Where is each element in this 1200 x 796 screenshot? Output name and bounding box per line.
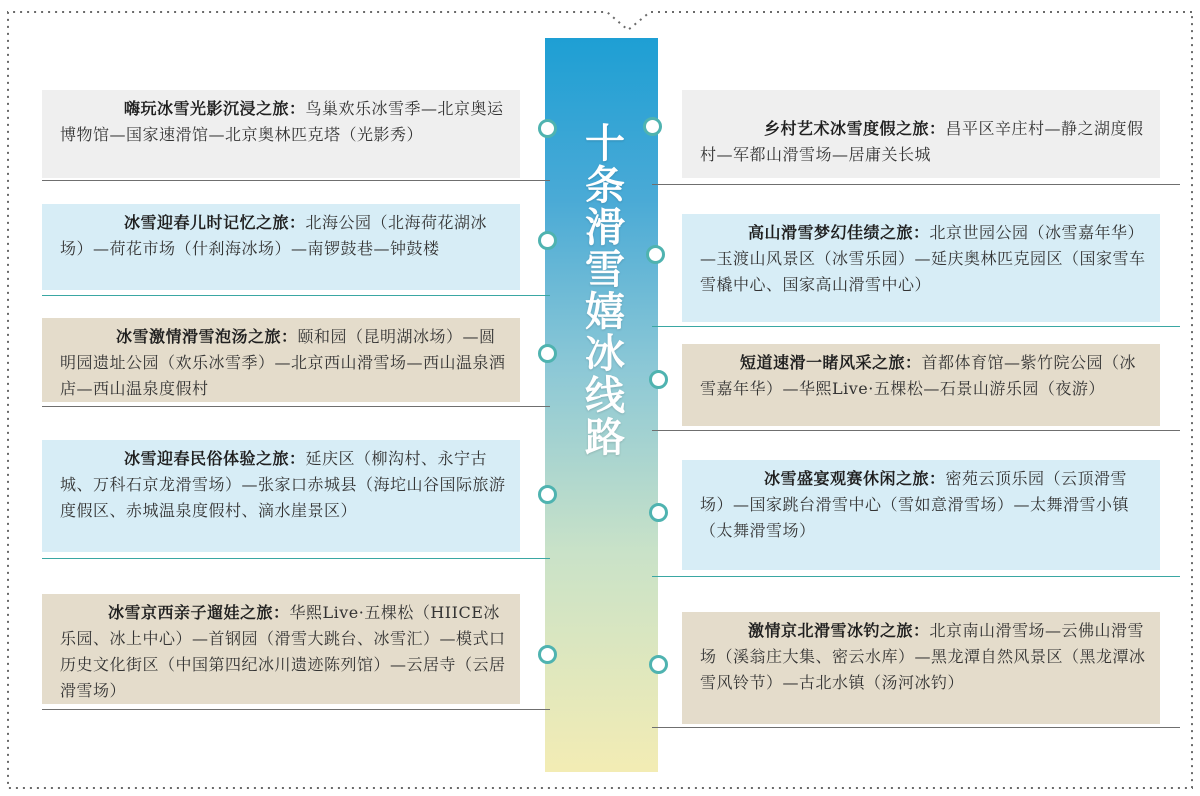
route-path: 首都体育馆—紫竹院公园（冰雪嘉年华）—华熙Live·五棵松—石景山游乐园（夜游） bbox=[700, 353, 1137, 398]
route-card-right-5 bbox=[682, 612, 1160, 724]
route-path: 鸟巢欢乐冰雪季—北京奥运博物馆—国家速滑馆—北京奥林匹克塔（光影秀） bbox=[60, 99, 504, 144]
divider-line bbox=[652, 727, 1180, 728]
route-card-right-4 bbox=[682, 460, 1160, 570]
route-path: 延庆区（柳沟村、永宁古城、万科石京龙滑雪场）—张家口赤城县（海坨山谷国际旅游度假区、赤城温泉度假村、滴水崖景区） bbox=[60, 449, 506, 520]
route-name: 激情京北滑雪冰钓之旅： bbox=[748, 621, 930, 640]
route-path: 北京世园公园（冰雪嘉年华）—玉渡山风景区（冰雪乐园）—延庆奥林匹克园区（国家雪车雪橇中心、国家高山滑雪中心） bbox=[700, 223, 1146, 294]
route-name: 短道速滑一睹风采之旅： bbox=[740, 353, 922, 372]
route-name: 冰雪盛宴观赛休闲之旅： bbox=[764, 469, 946, 488]
connector-dot bbox=[643, 117, 662, 136]
route-name: 冰雪迎春民俗体验之旅： bbox=[124, 449, 306, 468]
route-card-right-3 bbox=[682, 344, 1160, 426]
route-card-left-2 bbox=[42, 204, 520, 290]
route-name: 冰雪迎春儿时记忆之旅： bbox=[124, 213, 306, 232]
connector-dot bbox=[538, 645, 557, 664]
route-card-left-4 bbox=[42, 440, 520, 552]
route-name: 高山滑雪梦幻佳绩之旅： bbox=[748, 223, 930, 242]
route-name: 乡村艺术冰雪度假之旅： bbox=[764, 119, 946, 138]
route-path: 颐和园（昆明湖冰场）—圆明园遗址公园（欢乐冰雪季）—北京西山滑雪场—西山温泉酒店—西山温泉度假村 bbox=[60, 327, 506, 398]
route-card-left-5 bbox=[42, 594, 520, 704]
divider-line bbox=[42, 295, 550, 296]
divider-line bbox=[42, 709, 550, 710]
connector-dot bbox=[538, 119, 557, 138]
connector-dot bbox=[649, 370, 668, 389]
connector-dot bbox=[538, 485, 557, 504]
divider-line bbox=[652, 184, 1180, 185]
route-path: 北京南山滑雪场—云佛山滑雪场（溪翁庄大集、密云水库）—黑龙潭自然风景区（黑龙潭冰雪风铃节）—古北水镇（汤河冰钓） bbox=[700, 621, 1146, 692]
route-path: 昌平区辛庄村—静之湖度假村—军都山滑雪场—居庸关长城 bbox=[700, 119, 1144, 164]
route-card-right-1 bbox=[682, 90, 1160, 178]
connector-dot bbox=[649, 655, 668, 674]
divider-line bbox=[42, 558, 550, 559]
route-card-left-1 bbox=[42, 90, 520, 178]
divider-line bbox=[652, 326, 1180, 327]
connector-dot bbox=[538, 344, 557, 363]
route-path: 密苑云顶乐园（云顶滑雪场）—国家跳台滑雪中心（雪如意滑雪场）—太舞滑雪小镇（太舞滑雪场） bbox=[700, 469, 1130, 540]
route-card-right-2 bbox=[682, 214, 1160, 322]
divider-line bbox=[42, 180, 550, 181]
divider-line bbox=[652, 430, 1180, 431]
divider-line bbox=[652, 576, 1180, 577]
route-name: 嗨玩冰雪光影沉浸之旅： bbox=[124, 99, 306, 118]
connector-dot bbox=[646, 245, 665, 264]
spine-title: 十条滑雪嬉冰线路 bbox=[578, 122, 626, 458]
connector-dot bbox=[649, 503, 668, 522]
divider-line bbox=[42, 406, 550, 407]
route-path: 华熙Live·五棵松（HIICE冰乐园、冰上中心）—首钢园（滑雪大跳台、冰雪汇）—模式口历史文化街区（中国第四纪冰川遗迹陈列馆）—云居寺（云居滑雪场） bbox=[60, 603, 506, 700]
route-name: 冰雪激情滑雪泡汤之旅： bbox=[116, 327, 298, 346]
connector-dot bbox=[538, 231, 557, 250]
route-name: 冰雪京西亲子遛娃之旅： bbox=[108, 603, 290, 622]
route-card-left-3 bbox=[42, 318, 520, 402]
route-path: 北海公园（北海荷花湖冰场）—荷花市场（什刹海冰场）—南锣鼓巷—钟鼓楼 bbox=[60, 213, 488, 258]
